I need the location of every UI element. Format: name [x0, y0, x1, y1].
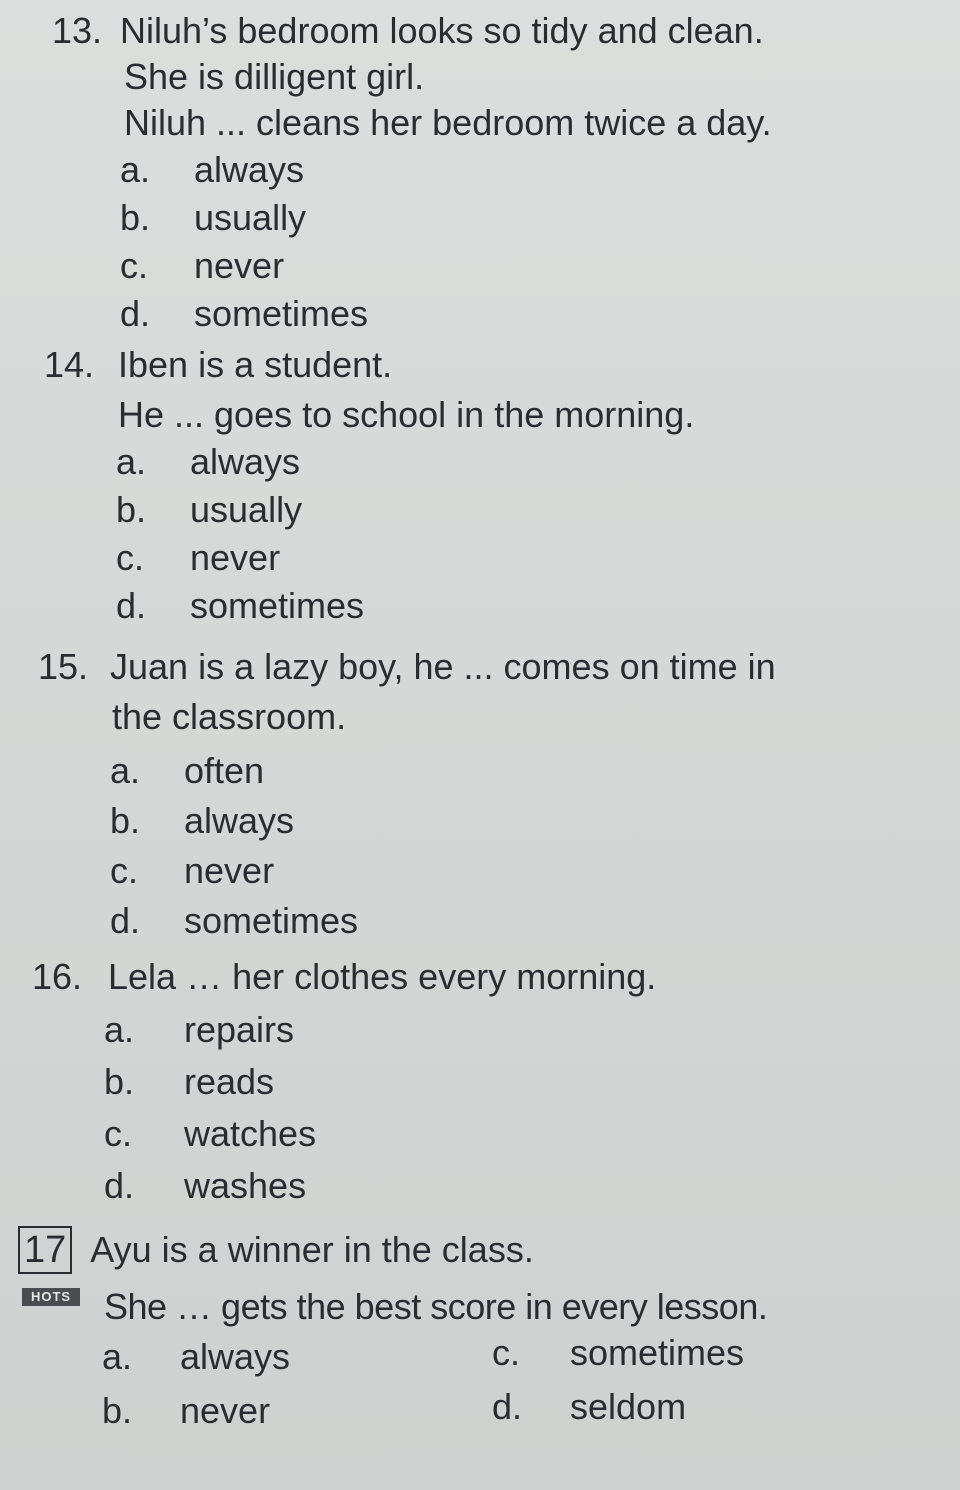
stem-line: Niluh ... cleans her bedroom twice a day.	[124, 102, 772, 143]
hots-badge: HOTS	[22, 1288, 80, 1306]
option-a[interactable]	[110, 746, 776, 796]
option-letter: a.	[120, 149, 151, 190]
option-a[interactable]	[104, 1004, 656, 1056]
stem-line: Juan is a lazy boy, he ... comes on time in	[110, 646, 776, 687]
stem-line: Niluh’s bedroom looks so tidy and clean.	[120, 10, 764, 51]
option-letter: b.	[116, 489, 147, 530]
option-text: always	[194, 149, 305, 190]
option-text: usually	[190, 489, 303, 530]
question-16	[32, 954, 656, 1212]
option-letter: a.	[116, 441, 147, 482]
options-row	[102, 1330, 862, 1384]
stem-line: Iben is a student.	[118, 344, 393, 385]
question-stem	[44, 342, 694, 438]
option-c[interactable]	[104, 1108, 656, 1160]
option-b[interactable]	[104, 1056, 656, 1108]
question-number: 16.	[32, 956, 83, 997]
option-text: seldom	[570, 1386, 687, 1427]
option-letter: a.	[110, 750, 141, 791]
options-list	[44, 438, 694, 630]
stem-line: She … gets the best score in every lesson.	[104, 1286, 768, 1327]
option-letter: a.	[104, 1009, 135, 1050]
option-letter: d.	[116, 585, 147, 626]
question-stem	[38, 644, 776, 740]
option-d[interactable]	[116, 582, 694, 630]
options-list	[52, 146, 772, 338]
option-text: usually	[194, 197, 307, 238]
question-number: 13.	[52, 10, 103, 51]
option-letter: c.	[116, 537, 145, 578]
question-15	[38, 644, 776, 946]
option-letter: d.	[110, 900, 141, 941]
stem-line: the classroom.	[112, 696, 347, 737]
option-letter: c.	[104, 1113, 133, 1154]
option-text: watches	[184, 1113, 317, 1154]
option-d[interactable]	[104, 1160, 656, 1212]
option-text: sometimes	[190, 585, 365, 626]
option-c[interactable]	[116, 534, 694, 582]
question-number: 15.	[38, 646, 89, 687]
option-b[interactable]	[102, 1384, 492, 1438]
stem-line: She is dilligent girl.	[124, 56, 425, 97]
option-b[interactable]	[116, 486, 694, 534]
options-list	[32, 1004, 656, 1212]
option-letter: d.	[492, 1386, 523, 1427]
question-13	[52, 8, 772, 338]
option-letter: c.	[492, 1332, 521, 1373]
option-text: always	[180, 1336, 291, 1377]
option-c[interactable]	[492, 1330, 744, 1384]
option-a[interactable]	[120, 146, 772, 194]
option-text: never	[190, 537, 281, 578]
option-letter: c.	[120, 245, 149, 286]
stem-line: Lela … her clothes every morning.	[108, 956, 657, 997]
option-a[interactable]	[102, 1330, 492, 1384]
option-letter: b.	[120, 197, 151, 238]
option-text: always	[184, 800, 295, 841]
question-number: 17	[18, 1226, 72, 1274]
question-17-options	[102, 1330, 862, 1438]
option-text: often	[184, 750, 265, 791]
option-letter: b.	[102, 1390, 133, 1431]
options-row	[102, 1384, 862, 1438]
option-text: never	[184, 850, 275, 891]
option-text: never	[194, 245, 285, 286]
option-letter: d.	[120, 293, 151, 334]
question-17	[18, 1226, 767, 1330]
stem-line: Ayu is a winner in the class.	[90, 1229, 534, 1270]
option-d[interactable]	[492, 1384, 686, 1438]
option-letter: b.	[110, 800, 141, 841]
option-text: sometimes	[194, 293, 369, 334]
question-stem	[52, 8, 772, 146]
option-d[interactable]	[120, 290, 772, 338]
option-letter: c.	[110, 850, 139, 891]
option-letter: a.	[102, 1336, 133, 1377]
question-stem	[32, 954, 656, 1000]
option-text: always	[190, 441, 301, 482]
option-text: washes	[184, 1165, 307, 1206]
question-stem	[18, 1226, 767, 1330]
question-number: 14.	[44, 344, 95, 385]
option-text: reads	[184, 1061, 275, 1102]
options-list	[38, 746, 776, 946]
option-letter: d.	[104, 1165, 135, 1206]
option-b[interactable]	[110, 796, 776, 846]
option-letter: b.	[104, 1061, 135, 1102]
question-14	[44, 342, 694, 630]
option-text: repairs	[184, 1009, 295, 1050]
option-c[interactable]	[120, 242, 772, 290]
option-b[interactable]	[120, 194, 772, 242]
option-c[interactable]	[110, 846, 776, 896]
option-text: sometimes	[184, 900, 359, 941]
option-text: sometimes	[570, 1332, 745, 1373]
option-text: never	[180, 1390, 271, 1431]
stem-line: He ... goes to school in the morning.	[118, 394, 695, 435]
option-d[interactable]	[110, 896, 776, 946]
option-a[interactable]	[116, 438, 694, 486]
